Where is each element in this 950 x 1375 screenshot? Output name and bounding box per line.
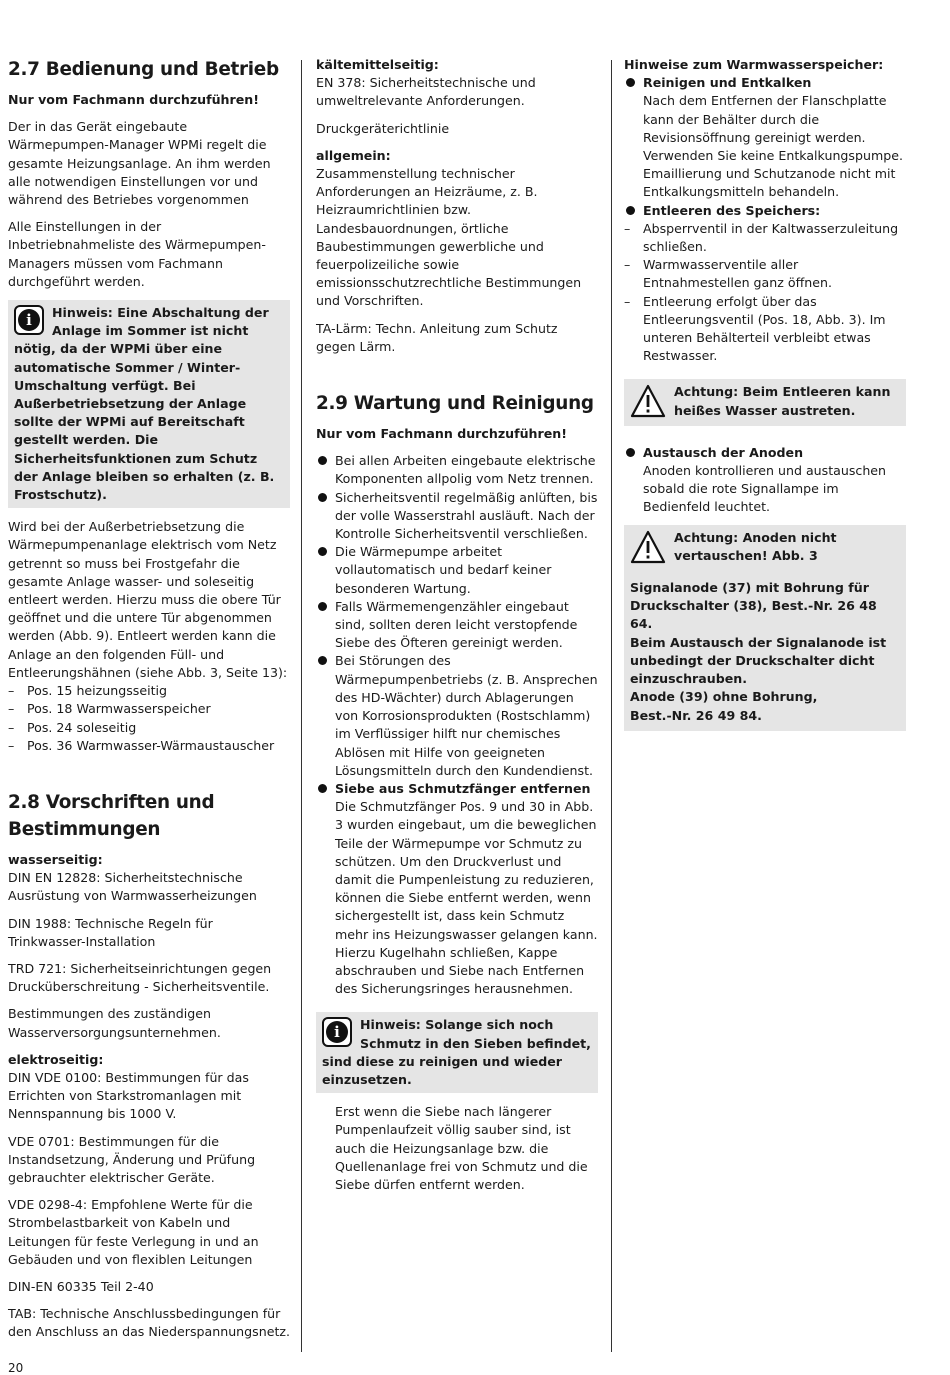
storage-list: [624, 74, 906, 220]
drain-steps: [624, 220, 906, 366]
list-item-text: Anoden kontrollieren und austauschen sobald die rote Signallampe im Bedienfeld leuchtet.: [643, 463, 887, 515]
list-item: Bei allen Arbeiten eingebaute elektrische Komponenten allpolig vom Netz trennen.: [316, 452, 598, 488]
warning-triangle-icon: [630, 530, 666, 564]
info-icon: i: [322, 1017, 352, 1047]
warning-text: Achtung: Anoden nicht vertauschen! Abb. 3: [674, 529, 837, 563]
list-item: – Warmwasserventile aller Entnahmestellen ganz öffnen.: [624, 256, 906, 292]
paragraph: TAB: Technische Anschlussbedingungen für den Anschluss an das Niederspannungsnetz.: [8, 1306, 291, 1340]
list-item: – Absperrventil in der Kaltwasserzuleitung schließen.: [624, 220, 906, 256]
list-item: – Entleerung erfolgt über das Entleerungsventil (Pos. 18, Abb. 3). Im unteren Behälterteil verbleibt etwas Restwasser.: [624, 293, 906, 366]
list-item-title: Siebe aus Schmutzfänger entfernen: [335, 780, 591, 796]
hint-text: Hinweis: Eine Abschaltung der Anlage im Sommer ist nicht nötig, da der WPMi über eine automatische Sommer / Winter- Umschaltung verfügt. Bei Außerbetriebsetzung der Anlage sollte der WPMi auf Bereitschaft gestellt werden. Die Sicherheitsfunktionen zum Schutz der Anlage bleiben so erhalten (z. B. Frostschutz).: [14, 305, 275, 503]
maintenance-list: [316, 452, 598, 998]
list-item: [624, 74, 906, 201]
paragraph: DIN VDE 0100: Bestimmungen für das Errichten von Starkstromanlagen mit Nennspannung bis 1000 V.: [8, 1069, 249, 1122]
list-item: – Pos. 24 soleseitig: [8, 719, 290, 737]
list-item: – Pos. 18 Warmwasserspeicher: [8, 700, 290, 718]
list-item: – Pos. 15 heizungsseitig: [8, 682, 290, 700]
paragraph: Der in das Gerät eingebaute Wärmepumpen-Manager WPMi regelt die gesamte Heizungsanlage. An ihm werden alle notwendigen Einstellungen vor und während des Betriebes vorgenommen: [8, 119, 271, 208]
paragraph: DIN 1988: Technische Regeln für Trinkwasser-Installation: [8, 915, 213, 949]
paragraph: Zusammenstellung technischer Anforderungen an Heizräume, z. B. Heizraumrichtlinien bzw. Landesbauordnungen, örtliche Baubestimmungen gewerbliche und feuerpolizeiliche sowie emissionsschutzrechtliche Bestimmungen und Vorschriften.: [316, 166, 582, 309]
hint-box: [316, 1012, 598, 1093]
paragraph: VDE 0701: Bestimmungen für die Instandsetzung, Änderung und Prüfung gebrauchter elektrischer Geräte.: [8, 1133, 256, 1185]
paragraph: Wird bei der Außerbetriebsetzung die Wärmepumpenanlage elektrisch vom Netz getrennt so muss bei Frostgefahr die gesamte Anlage wasser- und soleseitig entleert werden. Hierzu muss die obere Tür geöffnet und die untere Tür abgenommen werden (Abb. 9). Entleert werden kann die Anlage an den folgenden Füll- und Entleerungshähnen (siehe Abb. 3, Seite 13):: [8, 519, 288, 680]
heading-2-7: 2.7 Bedienung und Betrieb: [8, 59, 279, 80]
heading-2-9: 2.9 Wartung und Reinigung: [316, 393, 594, 415]
paragraph: DIN-EN 60335 Teil 2-40: [8, 1278, 154, 1294]
paragraph: Druckgeräterichtlinie: [316, 120, 450, 136]
hint-box: [8, 300, 290, 508]
anode-list: [624, 444, 906, 517]
warning-text: Achtung: Beim Entleeren kann heißes Wasser austreten.: [674, 384, 891, 418]
column-1: [8, 56, 290, 1351]
expert-note: Nur vom Fachmann durchzuführen!: [316, 426, 567, 442]
list-item-text: Die Schmutzfänger Pos. 9 und 30 in Abb. 3 wurden eingebaut, um die beweglichen Teile der Wärmepumpe vor Schmutz zu schützen. Um den Druckverlust und damit die Pumpenleistung zu reduzieren, können die Siebe entfernt werden, wenn sichergestellt ist, dass kein Schmutz mehr ins Heizungswasser gelangen kann. Hierzu Kugelhahn schließen, Kappe abschrauben und Siebe nach Entfernen des Sicherungsringes herausnehmen.: [335, 799, 598, 997]
section-label: Hinweise zum Warmwasserspeicher:: [624, 57, 884, 72]
page-number: 20: [8, 1361, 24, 1375]
paragraph: TA-Lärm: Techn. Anleitung zum Schutz gegen Lärm.: [316, 320, 558, 354]
warning-body: Best.-Nr. 26 49 84.: [630, 707, 762, 723]
list-item: [316, 780, 598, 998]
column-2: [316, 56, 598, 1203]
list-item: [624, 444, 906, 517]
warning-box: [624, 379, 906, 425]
warning-triangle-icon: [630, 384, 666, 418]
column-rule-1: [301, 60, 302, 1352]
list-item: – Pos. 36 Warmwasser-Wärmaustauscher: [8, 737, 290, 755]
section-label: wasserseitig:: [8, 851, 103, 867]
list-item: Bei Störungen des Wärmepumpenbetriebs (z. B. Ansprechen des HD-Wächter) durch Ablagerungen von Korrosionsprodukten (Rostschlamm) im Verflüssiger hilft nur chemisches Ablösen mit Hilfe von geeigneten Lösungsmitteln durch den Kundendienst.: [316, 652, 598, 779]
warning-body: Beim Austausch der Signalanode ist unbedingt der Druckschalter dicht einzuschrauben.: [630, 634, 887, 687]
paragraph: VDE 0298-4: Empfohlene Werte für die Strombelastbarkeit von Kabeln und Leitungen für feste Verlegung in und an Gebäuden und von flexiblen Leitungen: [8, 1197, 259, 1267]
list-item-title: Entleeren des Speichers:: [643, 202, 821, 218]
list-item: Sicherheitsventil regelmäßig anlüften, bis der volle Wasserstrahl ausläuft. Nach der Kontrolle Sicherheitsventil verschließen.: [316, 489, 598, 544]
paragraph: DIN EN 12828: Sicherheitstechnische Ausrüstung von Warmwasserheizungen: [8, 870, 257, 904]
list-item: [624, 202, 906, 220]
warning-body: Anode (39) ohne Bohrung,: [630, 689, 818, 705]
column-rule-2: [611, 60, 612, 1352]
drain-list: [8, 682, 290, 755]
warning-box: [624, 525, 906, 731]
paragraph: EN 378: Sicherheitstechnische und umweltrelevante Anforderungen.: [316, 75, 536, 109]
paragraph: Alle Einstellungen in der Inbetriebnahmeliste des Wärmepumpen-Managers müssen vom Fachmann durchgeführt werden.: [8, 219, 266, 289]
paragraph: Bestimmungen des zuständigen Wasserversorgungsunternehmen.: [8, 1006, 221, 1040]
expert-note: Nur vom Fachmann durchzuführen!: [8, 92, 259, 107]
list-item-title: Reinigen und Entkalken: [643, 75, 812, 91]
column-3: [624, 56, 906, 741]
section-label: elektroseitig:: [8, 1051, 104, 1067]
list-item: Die Wärmepumpe arbeitet vollautomatisch und bedarf keiner besonderen Wartung.: [316, 543, 598, 598]
section-label: allgemein:: [316, 147, 391, 163]
heading-2-8: 2.8 Vorschriften und Bestimmungen: [8, 791, 215, 840]
warning-body: Signalanode (37) mit Bohrung für Druckschalter (38), Best.-Nr. 26 48 64.: [630, 580, 877, 632]
section-label: kältemittelseitig:: [316, 57, 439, 72]
list-item: Falls Wärmemengenzähler eingebaut sind, sollten deren leicht verstopfende Siebe des Öfteren gereinigt werden.: [316, 598, 598, 653]
list-item-title: Austausch der Anoden: [643, 444, 804, 460]
list-item-text: Nach dem Entfernen der Flanschplatte kann der Behälter durch die Revisionsöffnung gereinigt werden. Verwenden Sie keine Entkalkungspumpe. Emaillierung und Schutzanode nicht mit Entkalkungsmitteln behandeln.: [643, 93, 903, 200]
hint-text: Hinweis: Solange sich noch Schmutz in den Sieben befindet, sind diese zu reinigen und wieder einzusetzen.: [322, 1017, 591, 1087]
paragraph: Erst wenn die Siebe nach längerer Pumpenlaufzeit völlig sauber sind, ist auch die Heizungsanlage bzw. die Quellenanlage frei von Schmutz und die Siebe dürfen entfernt werden.: [335, 1104, 588, 1192]
paragraph: TRD 721: Sicherheitseinrichtungen gegen Drucküberschreitung - Sicherheitsventile.: [8, 960, 272, 995]
info-icon: i: [14, 305, 44, 335]
